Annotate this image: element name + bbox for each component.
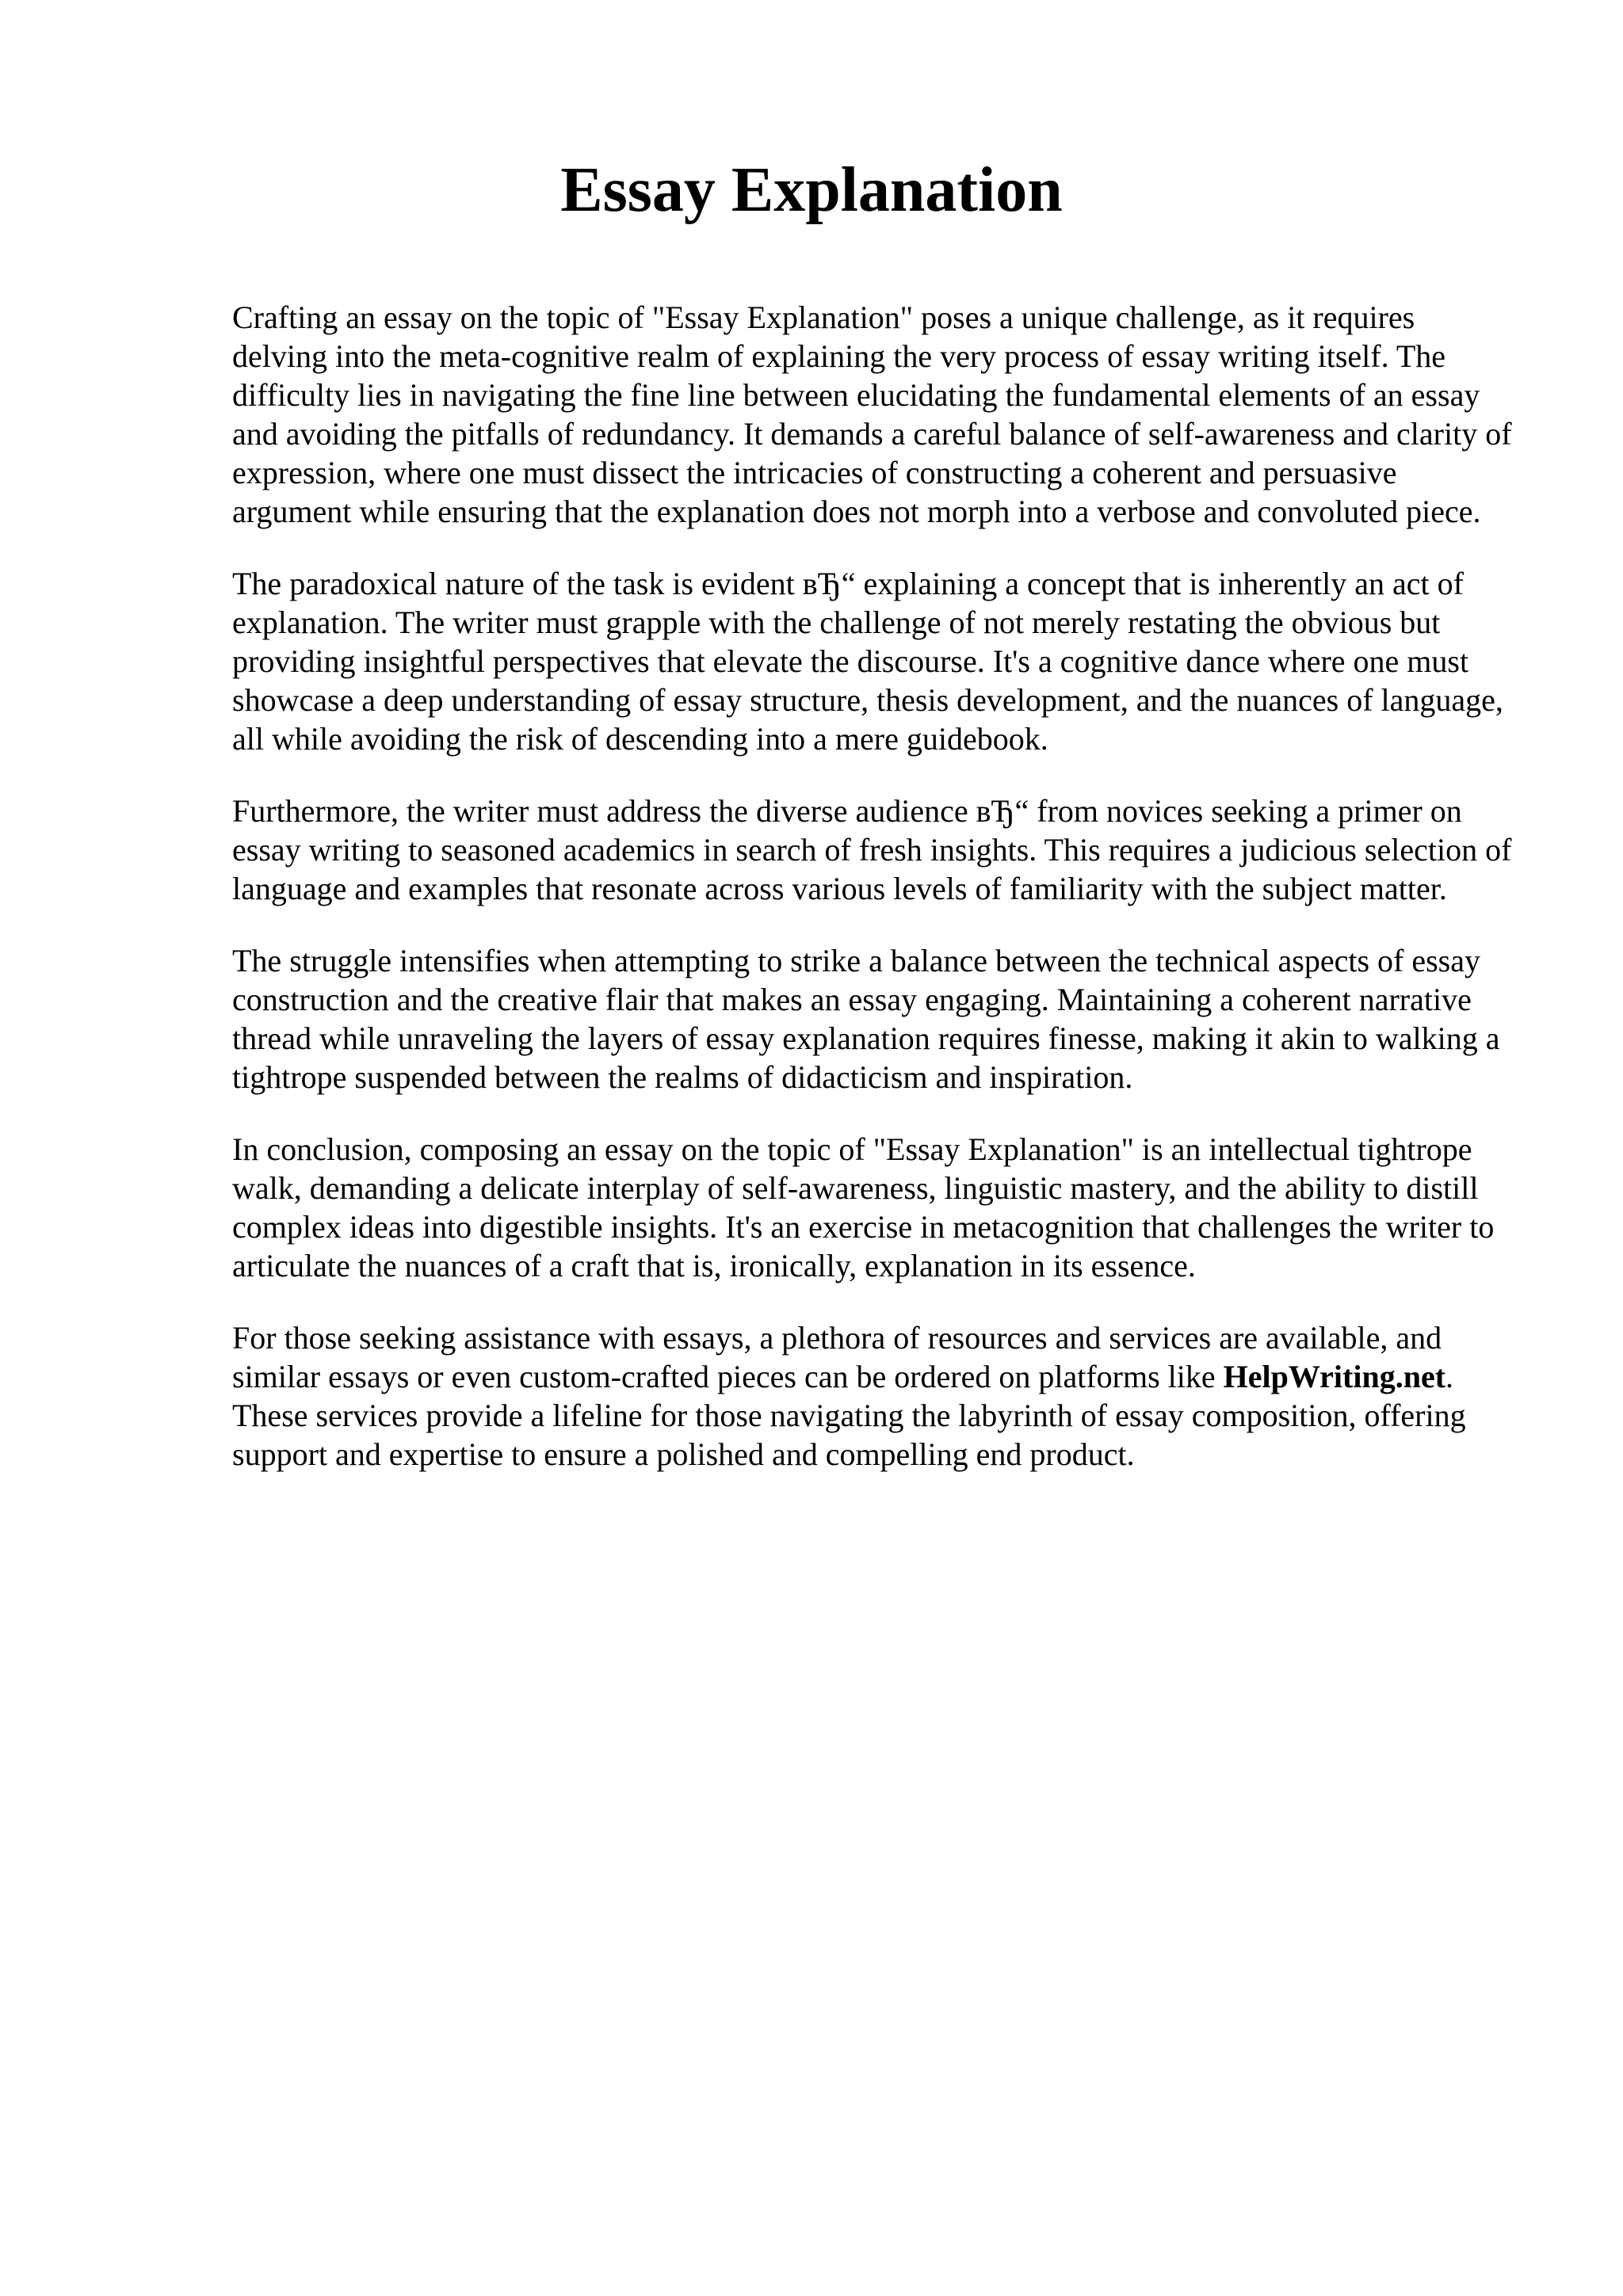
document-title: Essay Explanation <box>560 155 1063 225</box>
paragraph-closing <box>232 1318 1516 1474</box>
paragraph-intro: Crafting an essay on the topic of "Essay Explanation" poses a unique challenge, as it requires delving into the meta-cognitive realm of explaining the very process of essay writing itself. The difficulty lies in navigating the fine line between elucidating the fundamental elements of an essay and avoiding the pitfalls of redundancy. It demands a careful balance of self-awareness and clarity of expression, where one must dissect the intricacies of constructing a coherent and persuasive argument while ensuring that the explanation does not morph into a verbose and convoluted piece. <box>232 299 1512 529</box>
paragraph-audience: Furthermore, the writer must address the diverse audience вЂ“ from novices seeking a primer on essay writing to seasoned academics in search of fresh insights. This requires a judicious selection of language and examples that resonate across various levels of familiarity with the subject matter. <box>232 793 1512 906</box>
paragraph-struggle: The struggle intensifies when attempting to strike a balance between the technical aspects of essay construction and the creative flair that makes an essay engaging. Maintaining a coherent narrative thread while unraveling the layers of essay explanation requires finesse, making it akin to walking a tightrope suspended between the realms of didacticism and inspiration. <box>232 943 1500 1095</box>
document-body <box>232 298 1516 1507</box>
brand-name: HelpWriting.net <box>1223 1359 1446 1394</box>
paragraph-paradox: The paradoxical nature of the task is evident вЂ“ explaining a concept that is inherently an act of explanation. The writer must grapple with the challenge of not merely restating the obvious but providing insightful perspectives that elevate the discourse. It's a cognitive dance where one must showcase a deep understanding of essay structure, thesis development, and the nuances of language, all while avoiding the risk of descending into a mere guidebook. <box>232 566 1503 757</box>
closing-text-after: . These services provide a lifeline for those navigating the labyrinth of essay composition, offering support and expertise to ensure a polished and compelling end product. <box>232 1359 1466 1472</box>
closing-text-before: For those seeking assistance with essays, a plethora of resources and services are available, and similar essays or even custom-crafted pieces can be ordered on platforms like <box>232 1320 1442 1394</box>
paragraph-conclusion: In conclusion, composing an essay on the topic of "Essay Explanation" is an intellectual tightrope walk, demanding a delicate interplay of self-awareness, linguistic mastery, and the ability to distill complex ideas into digestible insights. It's an exercise in metacognition that challenges the writer to articulate the nuances of a craft that is, ironically, explanation in its essence. <box>232 1131 1495 1283</box>
